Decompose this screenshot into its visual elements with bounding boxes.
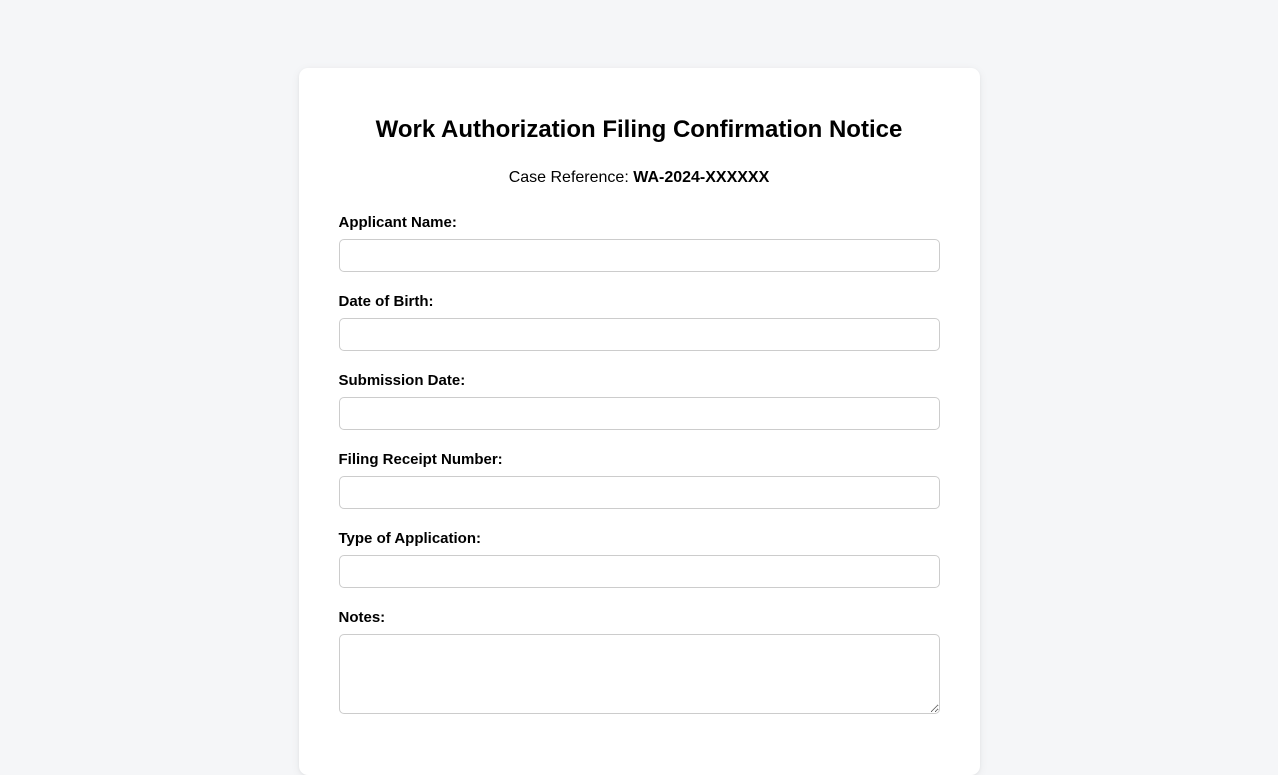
field-submission-date [339, 372, 940, 430]
filing-receipt-number-label: Filing Receipt Number: [338, 451, 503, 468]
field-notes [339, 609, 940, 714]
applicant-name-label: Applicant Name: [338, 214, 457, 231]
page-title: Work Authorization Filing Confirmation Notice [375, 116, 903, 143]
submission-date-label: Submission Date: [338, 372, 466, 389]
field-applicant-name [339, 214, 940, 272]
type-of-application-label: Type of Application: [338, 530, 481, 547]
notes-input[interactable] [339, 634, 940, 714]
applicant-name-input[interactable] [339, 239, 940, 272]
date-of-birth-input[interactable] [339, 318, 940, 351]
date-of-birth-label: Date of Birth: [338, 293, 434, 310]
notes-label: Notes: [338, 609, 386, 626]
case-reference-label: Case Reference: [508, 169, 634, 186]
field-filing-receipt-number [339, 451, 940, 509]
confirmation-notice-card [299, 68, 980, 775]
field-date-of-birth [339, 293, 940, 351]
filing-receipt-number-input[interactable] [339, 476, 940, 509]
case-reference-value: WA-2024-XXXXXX [633, 169, 770, 186]
case-reference [339, 166, 940, 190]
submission-date-input[interactable] [339, 397, 940, 430]
type-of-application-input[interactable] [339, 555, 940, 588]
field-type-of-application [339, 530, 940, 588]
